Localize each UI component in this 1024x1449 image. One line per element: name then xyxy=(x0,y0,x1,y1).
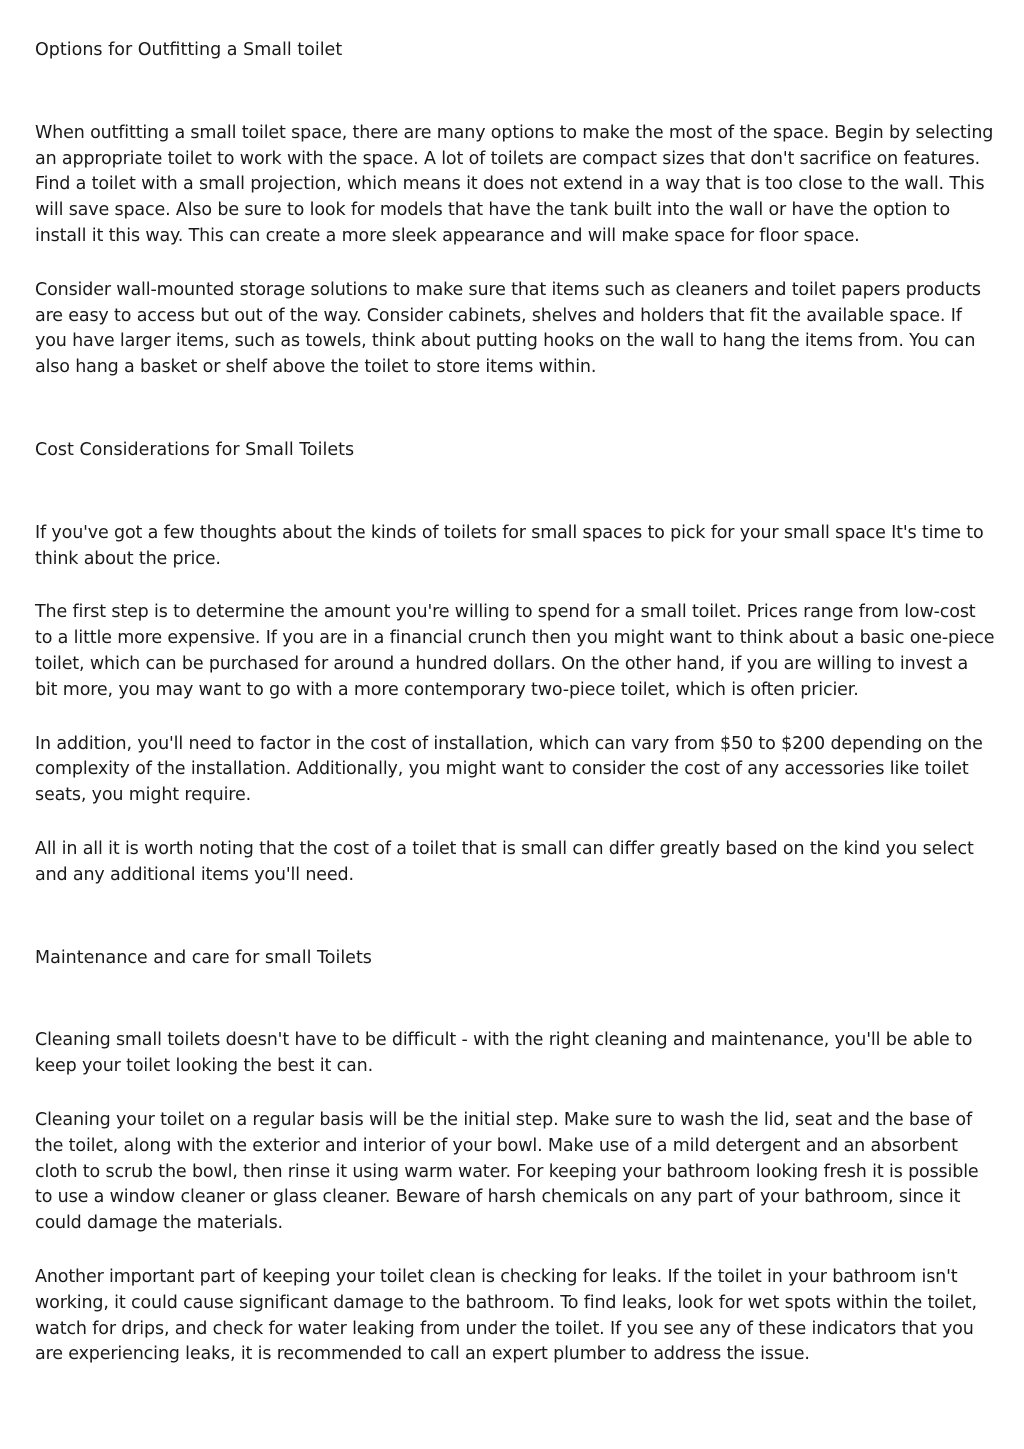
paragraph: Consider wall-mounted storage solutions to make sure that items such as cleaners and toilet papers products are easy to access but out of the way. Consider cabinets, shelves and holders that fit the available space. If you have larger items, such as towels, think about putting hooks on the wall to hang the items from. You can also hang a basket or shelf above the toilet to store items within. xyxy=(35,279,981,378)
paragraph: Cleaning small toilets doesn't have to be difficult - with the right cleaning and maintenance, you'll be able to keep your toilet looking the best it can. xyxy=(35,1030,973,1077)
paragraph: Cleaning your toilet on a regular basis will be the initial step. Make sure to wash the lid, seat and the base of the toilet, along with the exterior and interior of your bowl. Make use of a mild detergent and an absorbent cloth to scrub the bowl, then rinse it using warm water. For keeping your bathroom looking fresh it is possible to use a window cleaner or glass cleaner. Beware of harsh chemicals on any part of your bathroom, since it could damage the materials. xyxy=(35,1109,979,1234)
paragraph: In addition, you'll need to factor in the cost of installation, which can vary from $50 to $200 depending on the complexity of the installation. Additionally, you might want to consider the cost of any accessories like toilet seats, you might require. xyxy=(35,733,983,806)
section-heading-options: Options for Outfitting a Small toilet xyxy=(35,40,343,60)
section-heading-cost: Cost Considerations for Small Toilets xyxy=(35,439,355,460)
paragraph: If you've got a few thoughts about the kinds of toilets for small spaces to pick for your small space It's time to think about the price. xyxy=(35,522,984,569)
section-heading-maintenance: Maintenance and care for small Toilets xyxy=(35,947,372,968)
paragraph: When outfitting a small toilet space, there are many options to make the most of the space. Begin by selecting an appropriate toilet to work with the space. A lot of toilets are compact sizes that don't sacrifice on features. Find a toilet with a small projection, which means it does not extend in a way that is too close to the wall. This will save space. Also be sure to look for models that have the tank built into the wall or have the option to install it this way. This can create a more sleek appearance and will make space for floor space. xyxy=(35,122,994,246)
paragraph: Another important part of keeping your toilet clean is checking for leaks. If the toilet in your bathroom isn't working, it could cause significant damage to the bathroom. To find leaks, look for wet spots within the toilet, watch for drips, and check for water leaking from under the toilet. If you see any of these indicators that you are experiencing leaks, it is recommended to call an expert plumber to address the issue. xyxy=(35,1266,977,1365)
document-page xyxy=(35,38,995,1368)
paragraph: The first step is to determine the amount you're willing to spend for a small toilet. Prices range from low-cost to a little more expensive. If you are in a financial crunch then you might want to think about a basic one-piece toilet, which can be purchased for around a hundred dollars. On the other hand, if you are willing to invest a bit more, you may want to go with a more contemporary two-piece toilet, which is often pricier. xyxy=(35,602,995,700)
paragraph: All in all it is worth noting that the cost of a toilet that is small can differ greatly based on the kind you select and any additional items you'll need. xyxy=(35,838,974,885)
